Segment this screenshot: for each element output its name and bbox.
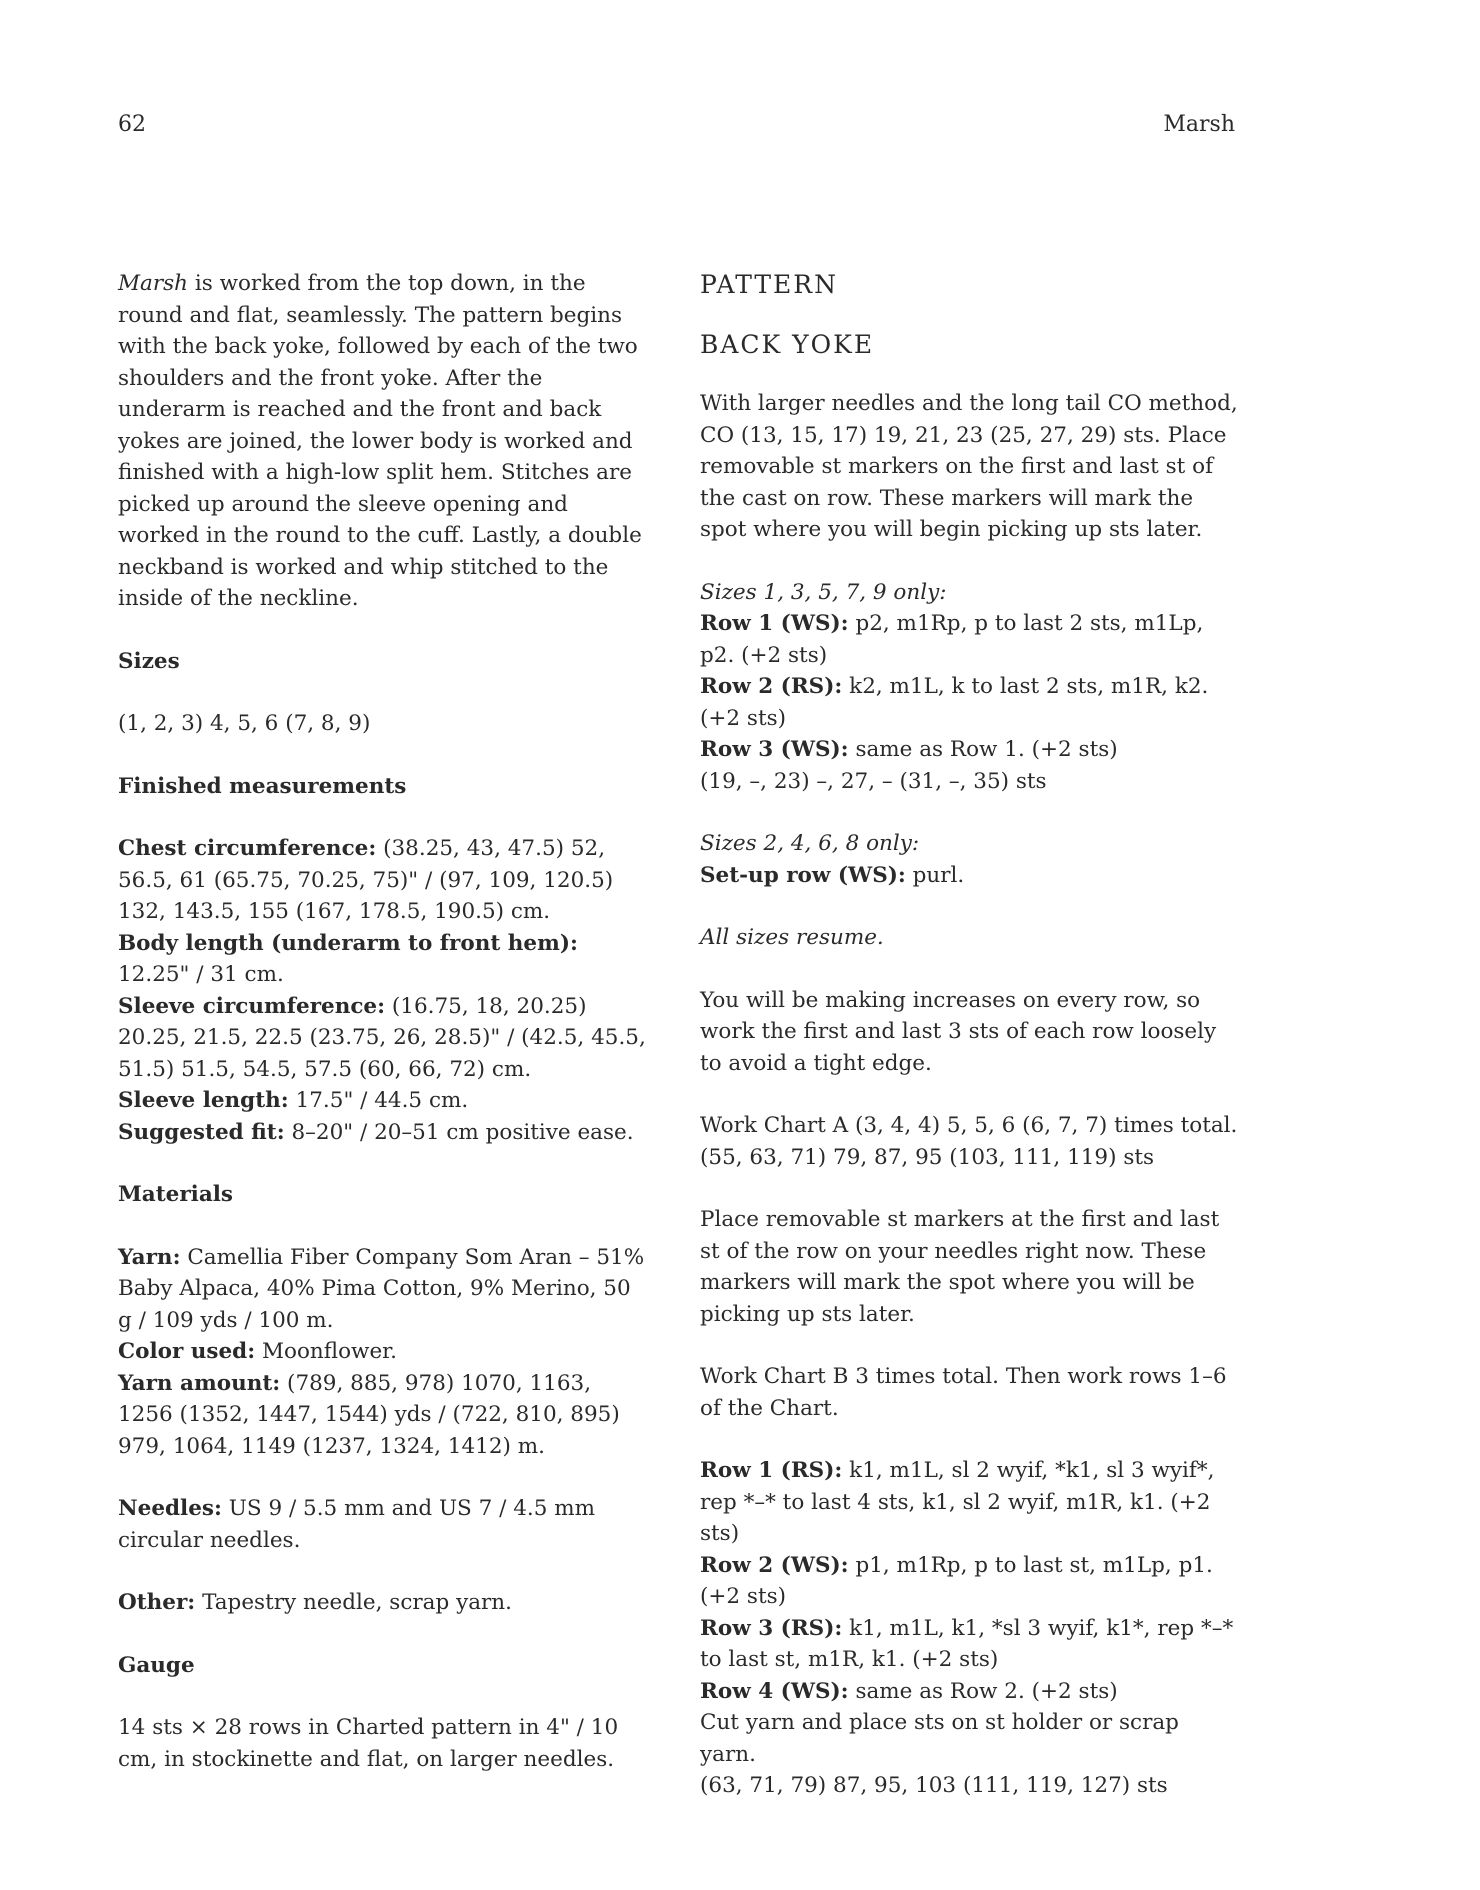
page-number: 62 [118, 112, 146, 137]
body-length-label: Body length (underarm to front hem): [118, 930, 578, 956]
sizes-heading: Sizes [118, 648, 180, 674]
chart-a-block [700, 1110, 1240, 1173]
fit-text: 8–20" / 20–51 cm positive ease. [284, 1119, 634, 1145]
yarn-text: Camellia Fiber Company Som Aran – 51% Baby Alpaca, 40% Pima Cotton, 9% Merino, 50 g / 109 yds / 100 m. [118, 1244, 645, 1333]
increase-note: You will be making increases on every row, so work the first and last 3 sts of each row loosely to avoid a tight edge. [700, 987, 1217, 1076]
row-3-text: k1, m1L, k1, *sl 3 wyif, k1*, rep *–* to last st, m1R, k1. (+2 sts) [700, 1615, 1234, 1672]
chart-a-text: Work Chart A (3, 4, 4) 5, 5, 6 (6, 7, 7) times total. [700, 1113, 1238, 1138]
setup-row-text: purl. [905, 862, 965, 888]
cut-yarn-text: Cut yarn and place sts on st holder or scrap yarn. [700, 1710, 1179, 1767]
markers-paragraph: Place removable st markers at the first and last st of the row on your needles right now. These markers will mark the spot where you will be picking up sts later. [700, 1207, 1220, 1327]
odd-row-3 [700, 734, 1240, 766]
row-2-label: Row 2 (WS): [700, 1552, 849, 1578]
even-sizes-label: Sizes 2, 4, 6, 8 only: [700, 831, 920, 856]
odd-sizes-label: Sizes 1, 3, 5, 7, 9 only: [700, 579, 947, 605]
yarn-amount-label: Yarn amount: [118, 1370, 281, 1396]
measurements-heading: Finished measurements [118, 773, 407, 799]
body-length-text: 12.25" / 31 cm. [118, 962, 284, 987]
fit-label: Suggested fit: [118, 1119, 285, 1145]
other-label: Other: [118, 1590, 196, 1615]
row-1-text: k1, m1L, sl 2 wyif, *k1, sl 3 wyif*, rep *–* to last 4 sts, k1, sl 2 wyif, m1R, k1. (+2 sts) [700, 1458, 1215, 1546]
sizes-text: (1, 2, 3) 4, 5, 6 (7, 8, 9) [118, 711, 371, 736]
odd-row-2-text: k2, m1L, k to last 2 sts, m1R, k2. (+2 sts) [700, 674, 1209, 731]
pattern-heading: PATTERN [700, 270, 838, 299]
back-yoke-heading: BACK YOKE [700, 330, 875, 359]
odd-sizes-block [700, 577, 1240, 798]
odd-row-2-label: Row 2 (RS): [700, 674, 843, 699]
chart-b-paragraph: Work Chart B 3 times total. Then work rows 1–6 of the Chart. [700, 1364, 1227, 1421]
chart-a-count: (55, 63, 71) 79, 87, 95 (103, 111, 119) sts [700, 1144, 1155, 1170]
even-sizes-block [700, 828, 1240, 891]
intro-paragraph [118, 268, 648, 615]
sleeve-length-label: Sleeve length: [118, 1088, 289, 1113]
yarn-amount-text: (789, 885, 978) 1070, 1163, 1256 (1352, 1447, 1544) yds / (722, 810, 895) 979, 1064, 1149 (1237, 1324, 1412) m. [118, 1370, 620, 1459]
chest-line [118, 833, 648, 928]
sleeve-circ-label: Sleeve circumference: [118, 993, 386, 1019]
rows-block [700, 1455, 1240, 1802]
yarn-block [118, 1242, 648, 1463]
row-4 [700, 1676, 1240, 1708]
color-line [118, 1336, 648, 1368]
row-2-text: p1, m1Rp, p to last st, m1Lp, p1. (+2 sts) [700, 1552, 1213, 1609]
yarn-amount-line [118, 1368, 648, 1463]
row-4-text: same as Row 2. (+2 sts) [848, 1678, 1118, 1704]
other-text: Tapestry needle, scrap yarn. [195, 1590, 512, 1615]
setup-row-label: Set-up row (WS): [700, 862, 906, 888]
other-line [118, 1587, 648, 1619]
chest-text: (38.25, 43, 47.5) 52, 56.5, 61 (65.75, 70.25, 75)" / (97, 109, 120.5) 132, 143.5, 155 (167, 178.5, 190.5) cm. [118, 836, 614, 924]
sleeve-length-text: 17.5" / 44.5 cm. [288, 1088, 469, 1113]
measurements-block [118, 833, 648, 1148]
odd-row-3-label: Row 3 (WS): [700, 737, 849, 762]
odd-row-1-label: Row 1 (WS): [700, 611, 849, 636]
gauge-text: 14 sts × 28 rows in Charted pattern in 4" / 10 cm, in stockinette and flat, on larger needles. [118, 1715, 619, 1772]
body-length-line [118, 928, 648, 991]
needles-label: Needles: [118, 1496, 222, 1521]
right-column [700, 268, 1240, 1833]
row-2 [700, 1550, 1240, 1613]
fit-line [118, 1117, 648, 1149]
sleeve-length-line [118, 1085, 648, 1117]
chest-label: Chest circumference: [118, 836, 377, 861]
row-1 [700, 1455, 1240, 1550]
running-head: Marsh [1163, 112, 1235, 137]
materials-heading: Materials [118, 1182, 234, 1207]
setup-row [700, 860, 1240, 892]
gauge-heading: Gauge [118, 1652, 195, 1678]
needles-text: US 9 / 5.5 mm and US 7 / 4.5 mm circular needles. [118, 1496, 596, 1553]
all-sizes-note: All sizes resume. [700, 925, 884, 950]
yarn-line [118, 1242, 648, 1337]
left-column [118, 268, 648, 1806]
final-stitch-count: (63, 71, 79) 87, 95, 103 (111, 119, 127) sts [700, 1773, 1168, 1798]
intro-title: Marsh [118, 271, 188, 296]
sleeve-circ-line [118, 991, 648, 1086]
needles-line [118, 1493, 648, 1556]
cast-on-paragraph: With larger needles and the long tail CO method, CO (13, 15, 17) 19, 21, 23 (25, 27, 29) sts. Place removable st markers on the first and last st of the cast on row. These markers will mark the spot where you will begin picking up sts later. [700, 391, 1238, 542]
odd-row-2 [700, 671, 1240, 734]
color-text: Moonflower. [255, 1339, 397, 1364]
color-label: Color used: [118, 1339, 256, 1364]
row-3 [700, 1613, 1240, 1676]
sleeve-circ-text: (16.75, 18, 20.25) 20.25, 21.5, 22.5 (23.75, 26, 28.5)" / (42.5, 45.5, 51.5) 51.5, 54.5, 57.5 (60, 66, 72) cm. [118, 993, 646, 1082]
row-1-label: Row 1 (RS): [700, 1458, 843, 1483]
row-4-label: Row 4 (WS): [700, 1678, 849, 1704]
odd-row-3-text: same as Row 1. (+2 sts) [848, 737, 1118, 762]
odd-row-1 [700, 608, 1240, 671]
odd-row-1-text: p2, m1Rp, p to last 2 sts, m1Lp, p2. (+2 sts) [700, 611, 1204, 668]
yarn-label: Yarn: [118, 1244, 181, 1270]
odd-stitch-count: (19, –, 23) –, 27, – (31, –, 35) sts [700, 768, 1047, 794]
row-3-label: Row 3 (RS): [700, 1615, 843, 1641]
intro-text: is worked from the top down, in the round and flat, seamlessly. The pattern begins with the back yoke, followed by each of the two shoulders and the front yoke. After the underarm is reached and the front and back yokes are joined, the lower body is worked and finished with a high-low split hem. Stitches are picked up around the sleeve opening and worked in the round to the cuff. Lastly, a double neckband is worked and whip stitched to the inside of the neckline. [118, 271, 642, 611]
